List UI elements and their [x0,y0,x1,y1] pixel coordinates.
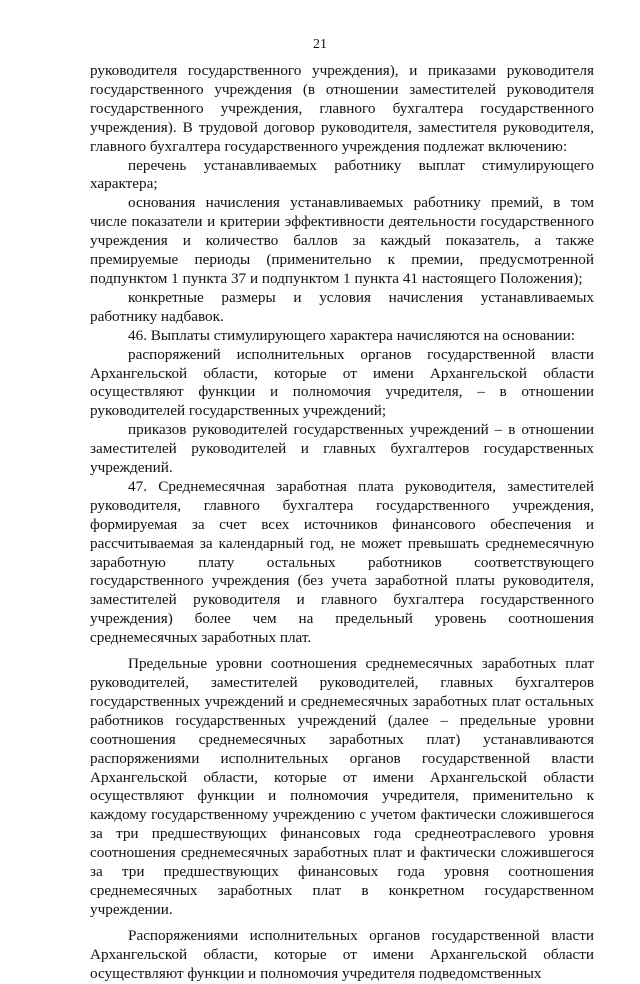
list-item-payments: перечень устанавливаемых работнику выплат стимулирующего характера; [90,156,594,193]
clause-46-item-orders-authorities: распоряжений исполнительных органов государственной власти Архангельской области, которые от имени Архангельской области осуществляют функции и полномочия учредителя, – в отношении руководителей государственных учреждений; [90,345,594,420]
page-number: 21 [313,37,327,52]
paragraph-continuation: руководителя государственного учреждения), и приказами руководителя государственного учреждения (в отношении заместителей руководителя государственного учреждения, главного бухгалтера государственного учреждения). В трудовой договор руководителя, заместителя руководителя, главного бухгалтера государственного учреждения подлежат включению: [90,62,594,155]
paragraph-limit-levels: Предельные уровни соотношения среднемесячных заработных плат руководителей, заместителей руководителей, главных бухгалтеров государственных учреждений и среднемесячных заработных плат остальных работников государственных учреждений (далее – предельные уровни соотношения среднемесячных заработных плат) устанавливаются распоряжениями исполнительных органов государственной власти Архангельской области, которые от имени Архангельской области осуществляют функции и полномочия учредителя, применительно к каждому государственному учреждению с учетом фактически сложившегося за три предшествующих финансовых года среднеотраслевого уровня соотношения среднемесячных заработных плат и фактически сложившегося за три предшествующих финансовых года уровня соотношения среднемесячных заработных плат в конкретном государственном учреждении. [90,655,594,918]
clause-46-item-orders-heads: приказов руководителей государственных учреждений – в отношении заместителей руководителей и главных бухгалтеров государственных учреждений. [90,421,594,477]
document-body [90,62,594,984]
clause-46: 46. Выплаты стимулирующего характера начисляются на основании: [128,326,575,344]
paragraph-orders: Распоряжениями исполнительных органов государственной власти Архангельской области, которые от имени Архангельской области осуществляют функции и полномочия учредителя подведомственных [90,926,594,982]
clause-47: 47. Среднемесячная заработная плата руководителя, заместителей руководителя, главного бухгалтера государственного учреждения, формируемая за счет всех источников финансового обеспечения и рассчитываемая за календарный год, не может превышать среднемесячную заработную плату остальных работников соответствующего государственного учреждения (без учета заработной платы руководителя, заместителей руководителя и главного бухгалтера государственного учреждения) более чем на предельный уровень соотношения среднемесячных заработных плат. [90,477,594,647]
list-item-allowances: конкретные размеры и условия начисления устанавливаемых работнику надбавок. [90,288,594,325]
list-item-bonus-grounds: основания начисления устанавливаемых работнику премий, в том числе показатели и критерии эффективности деятельности государственного учреждения и количество баллов за каждый показатель, а также премируемые периоды (применительно к премии, предусмотренной подпунктом 1 пункта 37 и подпунктом 1 пункта 41 настоящего Положения); [90,194,594,287]
